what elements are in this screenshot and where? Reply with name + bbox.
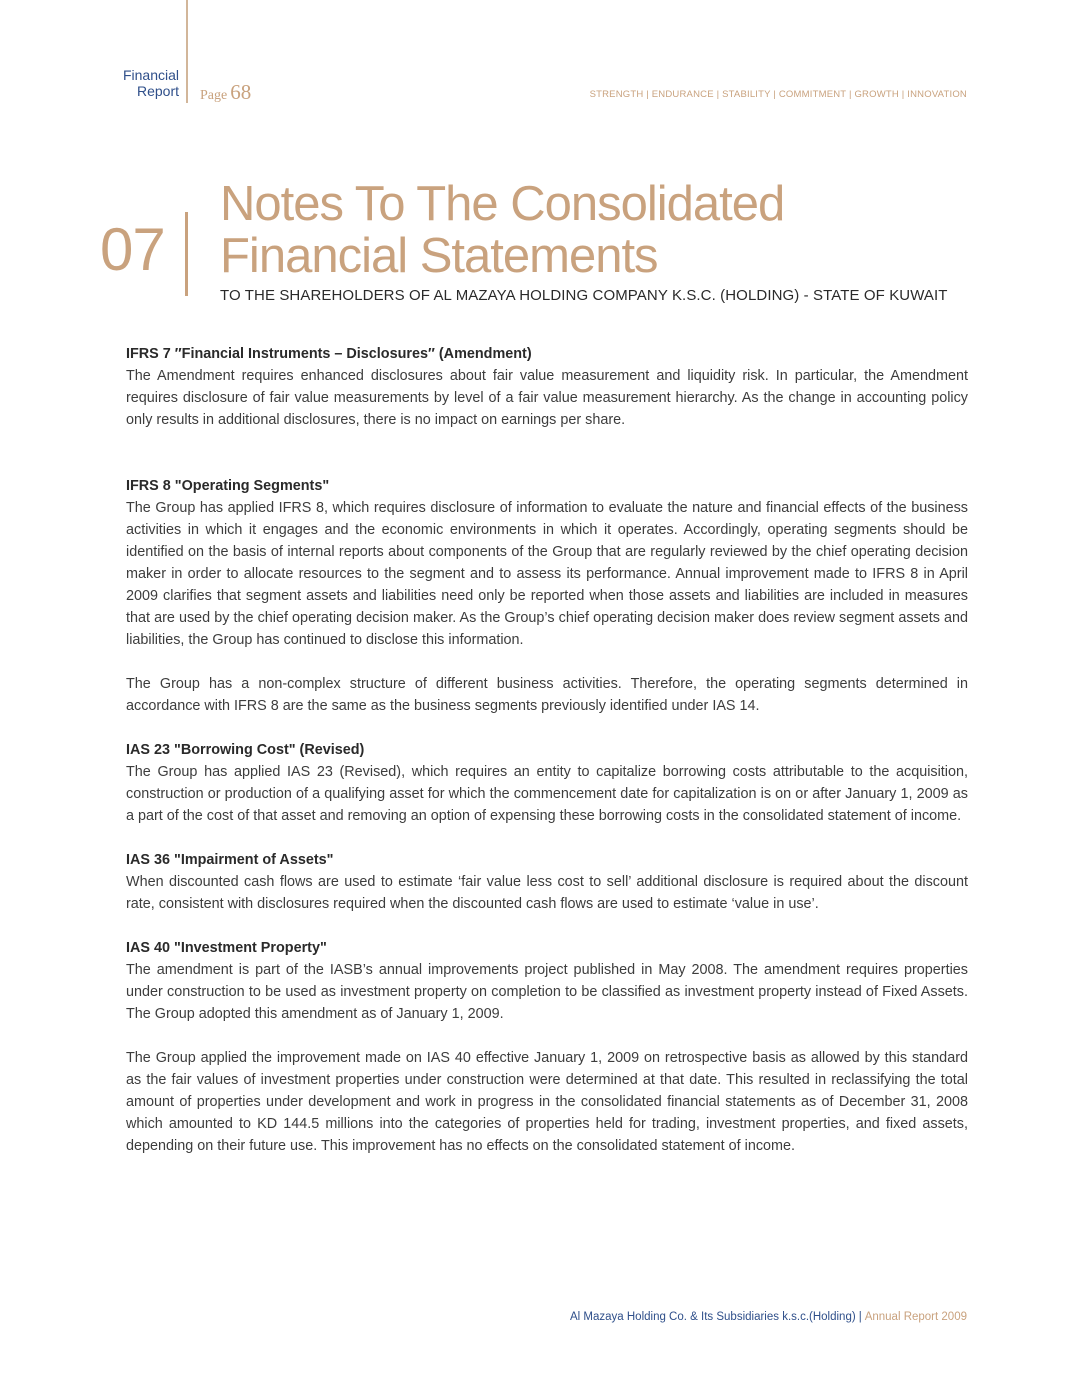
page-number: 68 <box>230 80 252 104</box>
header-tagline: STRENGTH | ENDURANCE | STABILITY | COMMITMENT | GROWTH | INNOVATION <box>589 89 967 100</box>
page-footer <box>570 1311 967 1323</box>
section-heading-ias23: IAS 23 "Borrowing Cost" (Revised) <box>126 742 365 758</box>
chapter-divider <box>185 212 188 296</box>
notes-body <box>126 343 968 1157</box>
section-heading-ias36: IAS 36 "Impairment of Assets" <box>126 852 334 868</box>
paragraph-ias40-1: The amendment is part of the IASB’s annual improvements project published in May 2008. The amendment requires properties under construction to be used as investment property on completion to be classified as investment property instead of Fixed Assets. The Group adopted this amendment as of January 1, 2009. <box>126 962 968 1022</box>
paragraph-ifrs8-2: The Group has a non-complex structure of different business activities. Therefore, the operating segments determined in accordance with IFRS 8 are the same as the business segments previously identified under IAS 14. <box>126 676 968 714</box>
section-label-line1: Financial <box>122 67 179 83</box>
page-label: Page <box>200 88 228 103</box>
chapter-subtitle: TO THE SHAREHOLDERS OF AL MAZAYA HOLDING COMPANY K.S.C. (HOLDING) - STATE OF KUWAIT <box>220 287 948 304</box>
footer-company: Al Mazaya Holding Co. & Its Subsidiaries k.s.c.(Holding) <box>569 1311 856 1323</box>
section-label-line2: Report <box>136 83 179 99</box>
page-indicator <box>200 80 251 105</box>
footer-report: Annual Report 2009 <box>864 1311 967 1323</box>
footer-separator: | <box>858 1311 862 1323</box>
paragraph-ias36: When discounted cash flows are used to estimate ‘fair value less cost to sell’ additional disclosure is required about the discount rate, consistent with disclosures required when the discounted cash flows are used to estimate ‘value in use’. <box>126 874 968 912</box>
section-heading-ifrs8: IFRS 8 "Operating Segments" <box>126 478 330 494</box>
paragraph-ifrs8-1: The Group has applied IFRS 8, which requires disclosure of information to evaluate the nature and financial effects of the business activities in which it engages and the economic environments in which it operates. Accordingly, operating segments should be identified on the basis of internal reports about components of the Group that are regularly reviewed by the chief operating decision maker in order to allocate resources to the segment and to assess its performance. Annual improvement made to IFRS 8 in April 2009 clarifies that segment assets and liabilities need only be reported when those assets and liabilities are included in measures that are used by the chief operating decision maker. As the Group’s chief operating decision maker does review segment assets and liabilities, the Group has continued to disclose this information. <box>126 500 968 648</box>
paragraph-ifrs7: The Amendment requires enhanced disclosures about fair value measurement and liquidity risk. In particular, the Amendment requires disclosure of fair value measurements by level of a fair value measurement hierarchy. As the change in accounting policy only results in additional disclosures, there is no impact on earnings per share. <box>126 368 968 428</box>
header-divider <box>186 0 188 103</box>
section-label <box>100 67 179 99</box>
paragraph-ias40-2: The Group applied the improvement made on IAS 40 effective January 1, 2009 on retrospective basis as allowed by this standard as the fair values of investment properties under construction were determined at that date. This resulted in reclassifying the total amount of properties under development and work in progress in the consolidated financial statements as of December 31, 2008 which amounted to KD 144.5 millions into the categories of properties held for trading, investment properties, and fixed assets, depending on their future use. This improvement has no effects on the consolidated statement of income. <box>126 1050 968 1154</box>
chapter-number: 07 <box>100 216 165 283</box>
section-heading-ias40: IAS 40 "Investment Property" <box>126 940 327 956</box>
chapter-title-line2: Financial Statements <box>220 229 658 283</box>
section-heading-ifrs7: IFRS 7 ″Financial Instruments – Disclosures″ (Amendment) <box>126 346 532 362</box>
chapter-title-line1: Notes To The Consolidated <box>220 177 785 231</box>
paragraph-ias23: The Group has applied IAS 23 (Revised), which requires an entity to capitalize borrowing costs attributable to the acquisition, construction or production of a qualifying asset for which the commencement date for capitalization is on or after January 1, 2009 as a part of the cost of that asset and removing an option of expensing these borrowing costs in the consolidated statement of income. <box>126 764 968 824</box>
